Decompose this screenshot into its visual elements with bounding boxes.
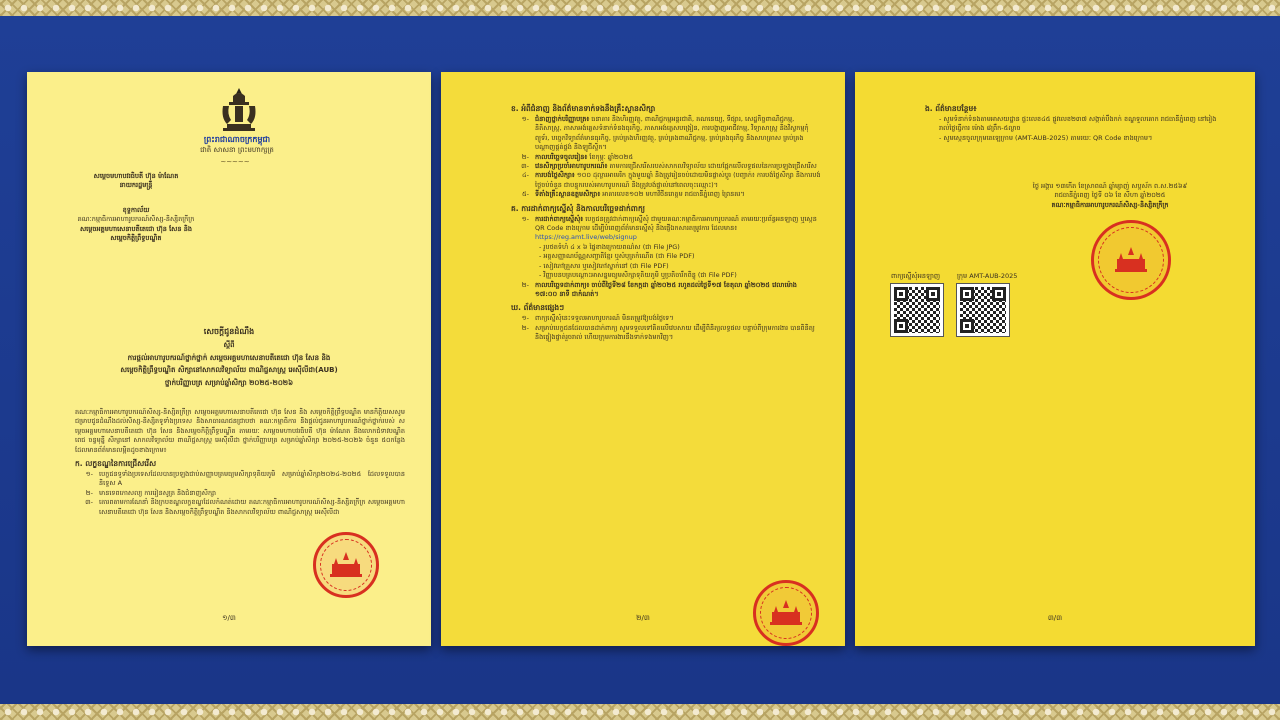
section-e xyxy=(925,100,1225,143)
required-documents-list xyxy=(511,243,821,281)
title-line: សម្តេចកិត្តិព្រឹទ្ធបណ្ឌិត សិក្សានៅសាកលវិទ្យាល័យ ពាណិជ្ជសាស្ត្រ អេស៊ីលីដា(AUB) xyxy=(120,366,338,374)
list-item xyxy=(511,215,821,243)
document-page-1 xyxy=(27,72,431,646)
qr-label: ពាក្យស្នើសុំអនឡាញ xyxy=(891,272,941,280)
signup-link[interactable]: https://reg.amt.live/web/signup xyxy=(535,233,637,242)
office-line: គណៈកម្មាធិការអាហារូបករណ៍សិស្ស-និស្សិតក្រីក្រ xyxy=(77,215,195,224)
intro-paragraph: គណៈកម្មាធិការអាហារូបករណ៍សិស្ស-និស្សិតក្រីក្រ សម្តេចអគ្គមហាសេនាបតីតេជោ ហ៊ុន សែន និង សម្តេចកិត្តិព្រឹទ្ធបណ្ឌិត មានកិត្តិយសសូមជម្រាបជូនដំណឹងដល់សិស្ស-និស្សិតទូទាំងប្រទេស និងសាធារណជនជ្រាបថា គណៈកម្មាធិការ និងផ្តល់ជូនអាហារូបករណ៍ថ្នាក់ថ្នាក់របស់ សម្តេចអគ្គមហាសេនាបតីតេជោ ហ៊ុន សែន និងសម្តេចកិត្តិព្រឹទ្ធបណ្ឌិត តាមរយៈ សម្តេចមហាបវរធិបតី ហ៊ុន ម៉ាណែត និងលោកជំទាវបណ្ឌិត ពេជ ចន្ទមុន្នី សិក្សានៅ សាកលវិទ្យាល័យ ពាណិជ្ជសាស្ត្រ អេស៊ីលីដា ថ្នាក់បរិញ្ញាបត្រ សម្រាប់ឆ្នាំសិក្សា ២០២៥-២០២៦ ចំនួន ៥០កន្លែង ដែលមានព័ត៌មានលម្អិតដូចខាងក្រោម៖ xyxy=(75,408,405,454)
royal-crest-icon xyxy=(215,86,263,132)
telegram-qr-code[interactable] xyxy=(957,284,1009,336)
office-line: សម្ដេចកិត្តិព្រឹទ្ធបណ្ឌិត xyxy=(110,234,162,243)
item-text: គោរពតាមការណែនាំ និងក្របខណ្ឌលក្ខខណ្ឌដែលកំណត់ដោយ គណៈកម្មាធិការអាហារូបករណ៍សិស្ស-និស្សិតក្រីក្រ សម្តេចអគ្គមហាសេនាបតីតេជោ ហ៊ុន សែន និងសម្តេចកិត្តិព្រឹទ្ធបណ្ឌិត និងសាកលវិទ្យាល័យ ពាណិជ្ជសាស្ត្រ អេស៊ីលីដា xyxy=(99,498,405,516)
list-item xyxy=(511,314,821,323)
subject-label: ស្តីពី xyxy=(223,341,235,349)
list-item xyxy=(511,324,821,343)
section-heading: ខ. អំពីជំនាញ និងព័ត៌មានទាក់ទងនឹងគ្រឹះស្ថានសិក្សា xyxy=(511,104,656,113)
item-text: ធនាគារ និងហិរញ្ញវត្ថុ, ពាណិជ្ជកម្មអន្តរជាតិ, គណនេយ្យ, ទីផ្សារ, សេដ្ឋកិច្ចពាណិជ្ជកម្ម, និតិសាស្ត្រ, ភាសាអង់គ្លេសទំនាក់ទំនងធុរកិច្ច, ភាសាអង់គ្លេសបង្រៀន, ការបង្ហាញអាជីវកម្ម, វិទ្យាសាស្ត្រ និងវិស្វកម្មកុំព្យូទ័រ, បច្ចេកវិទ្យាព័ត៌មានធុរកិច្ច, គ្រប់គ្រងហិរញ្ញវត្ថុ, គ្រប់គ្រងពាណិជ្ជកម្ម, គ្រប់គ្រងធុរកិច្ច និងសហគ្រាស គ្រប់គ្រងបណ្តាញផ្គត់ផ្គង់ និងឡូជីស្ទិក។ xyxy=(535,114,809,152)
list-item xyxy=(75,498,405,517)
document-item: - សៀវភៅគ្រួសារ ឬសៀវភៅស្នាក់នៅ (ជា File PDF) xyxy=(539,261,669,270)
signer-name: គណៈកម្មាធិការអាហារូបករណ៍សិស្ស-និស្សិតក្រីក្រ xyxy=(1051,200,1169,209)
document-item-text: រូបថតទំហំ ៤ x ៦ ផ្ទៃខាងក្រោយពណ៌ស (ជា File JPG) xyxy=(543,242,680,251)
item-number: ២- xyxy=(521,152,529,161)
item-text: សម្រាប់បេក្ខជនដែលបានដាក់ពាក្យ សូមទទួលទៅគិតលើវេបសាយ ដើម្បីពិនិត្យលទ្ធផល បន្ទាប់ពីក្រុមការងារ បានពិនិត្យ និងផ្ទៀងផ្ទាត់រួចរាល់ ហើយក្រុមការងារនឹងទាក់ទងមកវិញ។ xyxy=(535,323,815,342)
qr-finder xyxy=(926,287,940,301)
page-number: ២/៣ xyxy=(636,614,650,622)
section-heading: ឃ. ព័ត៌មានផ្សេងៗ xyxy=(511,303,565,313)
document-item: - រូបថតទំហំ ៤ x ៦ ផ្ទៃខាងក្រោយពណ៌ស (ជា File JPG) xyxy=(539,242,680,251)
issuer-line: សម្តេចមហាបវរធិបតី ហ៊ុន ម៉ាណែត xyxy=(93,172,179,180)
title-line: ការផ្តល់អាហារូបករណ៍ថ្នាក់ថ្នាក់ សម្តេចអគ្គមហាសេនាបតីតេជោ ហ៊ុន សែន និង xyxy=(127,353,331,362)
ornament-divider: ~~~~~ xyxy=(220,158,250,166)
page-number: ១/៣ xyxy=(222,614,236,622)
info-item: - សូមស្កេនចូលក្រុមតេឡេក្រាម (AMT-AUB-2025) តាមរយៈ QR Code ខាងក្រោម។ xyxy=(939,133,1153,142)
list-item xyxy=(511,153,821,162)
document-page-3 xyxy=(855,72,1255,646)
list-item xyxy=(75,470,405,489)
info-item-text: សូមទំនាក់ទំនងតាមអាសយដ្ឋាន ផ្ទះលេខ៤៥ ផ្លូវលេខ២៣៧ សង្កាត់បឹងកក់ ខណ្ឌទួលគោក រាជធានីភ្នំពេញ នៅរៀងរាល់ថ្ងៃធ្វើការ ម៉ោង ៨ព្រឹក-៥ល្ងាច xyxy=(939,114,1217,133)
item-number: ៣- xyxy=(521,161,529,170)
qr-label: ក្រុម AMT-AUB-2025 xyxy=(957,272,1018,280)
section-heading: គ. ការដាក់ពាក្យស្នើសុំ និងកាលបរិច្ឆេទដាក់ពាក្យ xyxy=(511,203,645,213)
list-item xyxy=(75,489,405,498)
document-item-text: វិញ្ញាបនបត្របណ្តោះអាសន្នមធ្យមសិក្សាទុតិយភូមិ ឬប្រតិចារឹកពិន្ទុ (ជា File PDF) xyxy=(543,271,737,280)
decorative-border-top xyxy=(0,0,1280,16)
item-number: ២- xyxy=(521,280,529,289)
item-text: ខែកុម្ភៈ ឆ្នាំ២០២៥ xyxy=(589,152,634,161)
announcement-label: សេចក្ដីជូនដំណឹង xyxy=(203,327,255,336)
item-number: ២- xyxy=(521,323,529,332)
list-item xyxy=(511,190,821,199)
info-list xyxy=(925,115,1225,143)
temple-icon xyxy=(328,550,364,580)
item-number: ២- xyxy=(85,488,93,497)
item-label: ការដាក់ពាក្យស្នើសុំ៖ xyxy=(535,214,584,223)
list-item xyxy=(511,162,821,171)
item-label: ការបង់ថ្លៃសិក្សា៖ xyxy=(535,171,575,180)
section-heading: ង. ព័ត៌មានបន្ថែម៖ xyxy=(925,104,977,113)
info-item-text: សូមស្កេនចូលក្រុមតេឡេក្រាម (AMT-AUB-2025) តាមរយៈ QR Code ខាងក្រោម។ xyxy=(943,133,1153,142)
official-stamp xyxy=(1091,220,1171,300)
office-block xyxy=(71,206,201,244)
document-item: - អត្តសញ្ញាណប័ណ្ណសញ្ជាតិខ្មែរ ឬសំបុត្រកំណើត (ជា File PDF) xyxy=(539,252,695,261)
national-motto: ជាតិ សាសនា ព្រះមហាក្សត្រ xyxy=(200,146,274,154)
signature-block xyxy=(985,182,1235,210)
item-text: អាគារលេខ១០២ មហាវិថីនរោត្តម រាជធានីភ្នំពេញ ព្រៃនគរ។ xyxy=(602,190,745,199)
item-text: តាមការជ្រើសរើសរបស់សាកលវិទ្យាល័យ ដោយផ្អែកលើលទ្ធផលនៃការប្រឡងជ្រើសរើស xyxy=(609,161,817,170)
document-item-text: សៀវភៅគ្រួសារ ឬសៀវភៅស្នាក់នៅ (ជា File PDF) xyxy=(543,261,669,270)
issuer-line: នាយករដ្ឋមន្ត្រី xyxy=(119,181,153,190)
title-line: ថ្នាក់បរិញ្ញាបត្រ សម្រាប់ឆ្នាំសិក្សា ២០២៥-២០២៦ xyxy=(164,378,294,387)
section-b xyxy=(511,100,821,342)
list-item xyxy=(511,115,821,153)
item-label: ជំនាញថ្នាក់បរិញ្ញាបត្រ៖ xyxy=(535,114,590,123)
item-label: កាលបរិច្ឆេទដាក់ពាក្យ៖ xyxy=(535,280,590,289)
qr-finder xyxy=(960,287,974,301)
document-item-text: អត្តសញ្ញាណប័ណ្ណសញ្ជាតិខ្មែរ ឬសំបុត្រកំណើត (ជា File PDF) xyxy=(543,252,695,261)
list-item xyxy=(511,281,821,300)
item-text: ចាប់ពីថ្ងៃទី២៨ ខែកក្កដា ឆ្នាំ២០២៥ រហូតដល់ថ្ងៃទី១៧ ខែតុលា ឆ្នាំ២០២៥ វេលាម៉ោង ១៧:០០ នាទី ជាកំណត់។ xyxy=(535,280,797,298)
decorative-border-bottom xyxy=(0,704,1280,720)
office-line: ខុទ្ទកាល័យ xyxy=(122,206,150,214)
official-stamp xyxy=(753,580,819,646)
item-number: ៣- xyxy=(85,498,93,507)
page-number: ៣/៣ xyxy=(1047,614,1063,622)
qr-finder xyxy=(992,287,1006,301)
office-line: សម្ដេចអគ្គមហាសេនាបតីតេជោ ហ៊ុន សែន និង xyxy=(79,224,192,233)
qr-finder xyxy=(960,319,974,333)
place-date-line: រាជធានីភ្នំពេញ ថ្ងៃទី ០៦ ខែ សីហា ឆ្នាំ២០២៥ xyxy=(1054,191,1166,200)
qr-finder xyxy=(894,319,908,333)
qr-finder xyxy=(894,287,908,301)
info-item: - សូមទំនាក់ទំនងតាមអាសយដ្ឋាន ផ្ទះលេខ៤៥ ផ្លូវលេខ២៣៧ សង្កាត់បឹងកក់ ខណ្ឌទួលគោក រាជធានីភ្នំពេញ នៅរៀងរាល់ថ្ងៃធ្វើការ ម៉ោង ៨ព្រឹក-៥ល្ងាច xyxy=(939,114,1217,133)
official-stamp xyxy=(313,532,379,598)
item-label: ទីតាំងគ្រឹះស្ថានឧត្តមសិក្សា៖ xyxy=(535,190,601,199)
issuer-block xyxy=(71,172,201,191)
item-text: មានទេពកោសល្យ ការរៀនសូត្រ និងជំនាញសិក្សា xyxy=(99,488,216,497)
item-number: ១- xyxy=(85,469,93,478)
item-number: ៤- xyxy=(522,171,529,180)
item-label: កាលបរិច្ឆេទចូលរៀន៖ xyxy=(535,152,588,161)
document-page-2 xyxy=(441,72,845,646)
document-title xyxy=(61,326,397,390)
item-text: ១០០ ដុល្លារអាមេរិក ក្នុងមួយឆ្នាំ និងត្រូវរៀនចប់ដោយមិនផ្លាស់ប្តូរ (បញ្ជាក់៖ ការបង់ថ្លៃសិក្សា និងការបង់ថ្លៃចប់ចំនួន ជាបន្ទុករបស់អាហារូបករណ៍ និងត្រូវបង់ផ្ទាល់នៅពេលចុះឈ្មោះ)។ xyxy=(535,171,821,189)
item-number: ១- xyxy=(521,314,529,323)
lunar-date-line: ថ្ងៃ អង្គារ ១៣កើត ខែស្រាពណ៍ ឆ្នាំម្សាញ់ សប្តស័ក ព.ស.២៥៦៩ xyxy=(1032,182,1188,190)
temple-icon xyxy=(768,598,804,628)
item-number: ១- xyxy=(521,114,529,123)
kingdom-title: ព្រះរាជាណាចក្រកម្ពុជា xyxy=(203,135,271,144)
document-item: - វិញ្ញាបនបត្របណ្តោះអាសន្នមធ្យមសិក្សាទុតិយភូមិ ឬប្រតិចារឹកពិន្ទុ (ជា File PDF) xyxy=(539,271,737,280)
item-number: ១- xyxy=(521,214,529,223)
body-text xyxy=(75,408,405,517)
temple-icon xyxy=(1113,245,1149,275)
item-text: បេក្ខជនត្រូវដាក់ពាក្យស្នើសុំ ជាមួយគណៈកម្មាធិការអាហារូបករណ៍ តាមរយៈប្រព័ន្ធអនឡាញ ឬស្កេន QR Code ខាងក្រោម ដើម្បីបំពេញព័ត៌មានស្នើសុំ និងផ្ញើឯកសារតម្រូវការ ដែលមាន៖ xyxy=(535,214,817,232)
section-heading: ក. លក្ខខណ្ឌនៃការជ្រើសរើស xyxy=(75,459,157,469)
item-number: ៥- xyxy=(522,190,529,199)
signup-qr-code[interactable] xyxy=(891,284,943,336)
item-label: វេនសិក្សាប្រចាំអាហារូបករណ៍៖ xyxy=(535,161,608,170)
item-text: បេក្ខជនទូទាំងប្រទេសដែលបានប្រឡងជាប់សញ្ញាបត្រមធ្យមសិក្សាទុតិយភូមិ សម្រាប់ឆ្នាំសិក្សា២០២៤-២០២៥ ដែលទទួលបាននិទ្ទេស A xyxy=(99,469,405,488)
item-text: ពាក្យស្នើសុំនេះទទួលអាហារូបករណ៍ មិនតម្រូវឱ្យបង់ថ្លៃទេ។ xyxy=(535,314,674,323)
list-item xyxy=(511,171,821,190)
